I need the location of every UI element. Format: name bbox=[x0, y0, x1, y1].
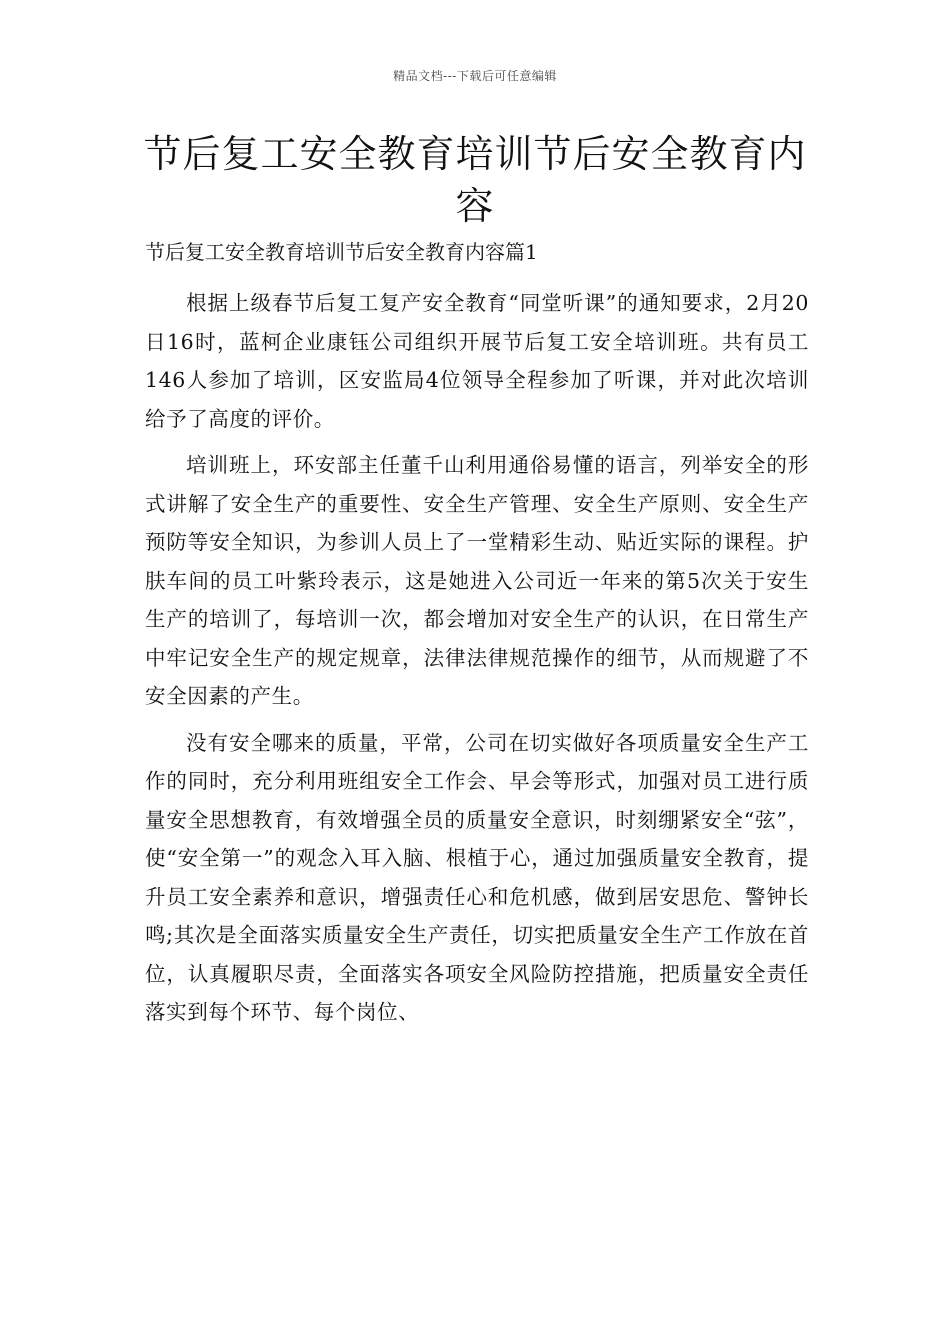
paragraph-2: 培训班上，环安部主任董千山利用通俗易懂的语言，列举安全的形式讲解了安全生产的重要性、安全生产管理、安全生产原则、安全生产预防等安全知识，为参训人员上了一堂精彩生动、贴近实际的课程。护肤车间的员工叶紫玲表示，这是她进入公司近一年来的第5次关于安生生产的培训了，每培训一次，都会增加对安全生产的认识，在日常生产中牢记安全生产的规定规章，法律法律规范操作的细节，从而规避了不安全因素的产生。 bbox=[145, 453, 809, 708]
document-body bbox=[145, 284, 809, 1032]
header-note: 精品文档---下载后可任意编辑 bbox=[393, 69, 557, 83]
document-subtitle: 节后复工安全教育培训节后安全教育内容篇1 bbox=[145, 240, 538, 264]
paragraph-1: 根据上级春节后复工复产安全教育“同堂听课”的通知要求，2月20日16时，蓝柯企业康钰公司组织开展节后复工安全培训班。共有员工146人参加了培训，区安监局4位领导全程参加了听课，并对此次培训给予了高度的评价。 bbox=[145, 291, 809, 431]
document-title: 节后复工安全教育培训节后安全教育内容 bbox=[143, 132, 807, 228]
paragraph-3: 没有安全哪来的质量，平常，公司在切实做好各项质量安全生产工作的同时，充分利用班组安全工作会、早会等形式，加强对员工进行质量安全思想教育，有效增强全员的质量安全意识，时刻绷紧安全“弦”，使“安全第一”的观念入耳入脑、根植于心，通过加强质量安全教育，提升员工安全素养和意识，增强责任心和危机感，做到居安思危、警钟长鸣;其次是全面落实质量安全生产责任，切实把质量安全生产工作放在首位，认真履职尽责，全面落实各项安全风险防控措施，把质量安全责任落实到每个环节、每个岗位、 bbox=[145, 730, 809, 1024]
